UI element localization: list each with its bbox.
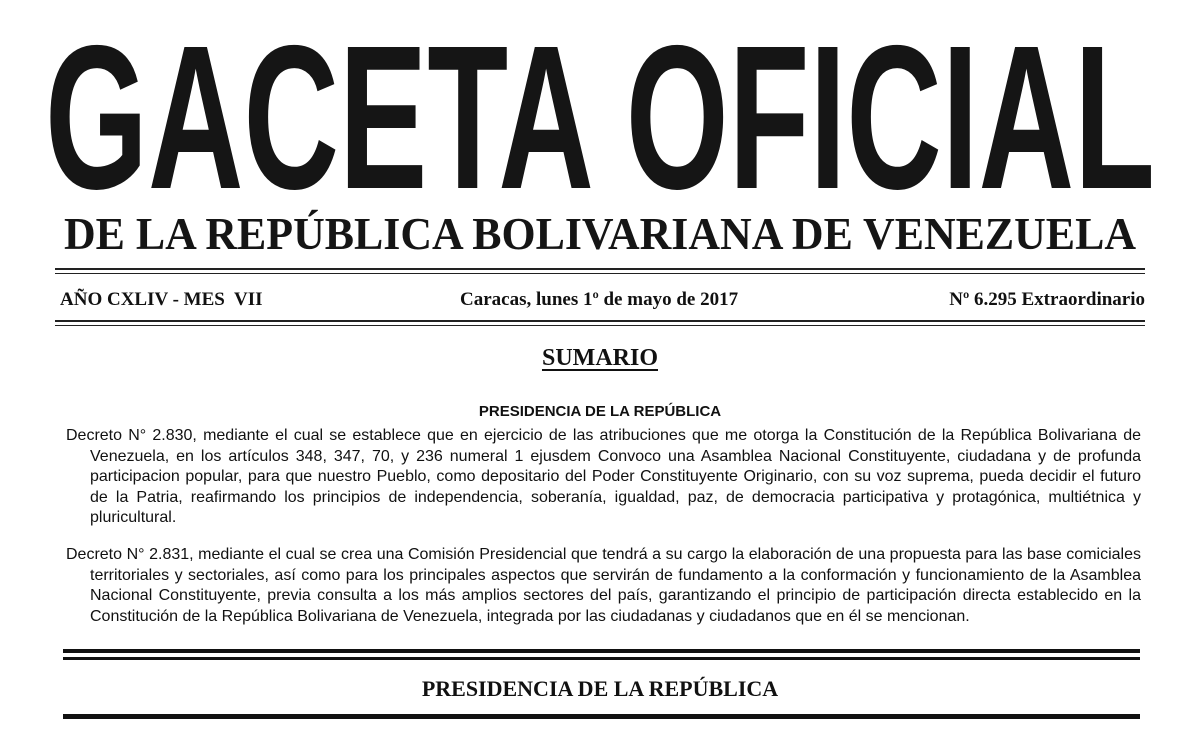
masthead-rule-bottom	[55, 320, 1145, 322]
masthead-rule-top-2	[55, 273, 1145, 274]
section-divider-top-2	[63, 657, 1140, 660]
issue-info-row	[60, 285, 1145, 315]
masthead-rule-top	[55, 268, 1145, 270]
summary-entry: Decreto N° 2.830, mediante el cual se establece que en ejercicio de las atribuciones que me otorga la Constitución de la República Bolivariana de Venezuela, en los artículos 348, 347, 70, y 236 numeral 1 ejusdem Convoco una Asamblea Nacional Constituyente, ciudadana y de profunda participacion popular, para que nuestro Pueblo, como depositario del Poder Constituyente Originario, con su voz suprema, pueda decidir el futuro de la Patria, reafirmando los principios de independencia, soberanía, igualdad, paz, de democracia participativa y protagónica, multiétnica y pluricultural.	[66, 427, 1141, 526]
issue-year-month: AÑO CXLIV - MES VII	[60, 289, 263, 310]
masthead-title	[40, 3, 1160, 232]
masthead-subtitle-text: DE LA REPÚBLICA BOLIVARIANA DE VENEZUELA	[64, 208, 1136, 259]
summary-entry: Decreto N° 2.831, mediante el cual se crea una Comisión Presidencial que tendrá a su cargo la elaboración de una propuesta para las base comiciales territoriales y sectoriales, así como para los principales aspectos que servirán de fundamento a la conformación y funcionamiento de la Asamblea Nacional Constituyente, previa consulta a los más amplios sectores del país, garantizando el principio de participación directa establecido en la Constitución de la República Bolivariana de Venezuela, integrada por las ciudadanas y ciudadanos que en él se mencionan.	[66, 546, 1141, 625]
summary-heading-text: SUMARIO	[541, 345, 658, 371]
section-divider-top	[63, 649, 1140, 653]
body-section-title: PRESIDENCIA DE LA REPÚBLICA	[421, 676, 779, 701]
masthead-subtitle	[60, 205, 1140, 265]
issue-place-date: Caracas, lunes 1º de mayo de 2017	[460, 289, 739, 310]
masthead-title-text: GACETA OFICIAL	[45, 3, 1155, 232]
masthead-rule-bottom-2	[55, 325, 1145, 326]
section-divider-bottom	[63, 714, 1140, 719]
issue-number: Nº 6.295 Extraordinario	[949, 289, 1145, 310]
summary-heading	[0, 345, 1200, 372]
summary-section-heading: PRESIDENCIA DE LA REPÚBLICA	[478, 403, 722, 420]
